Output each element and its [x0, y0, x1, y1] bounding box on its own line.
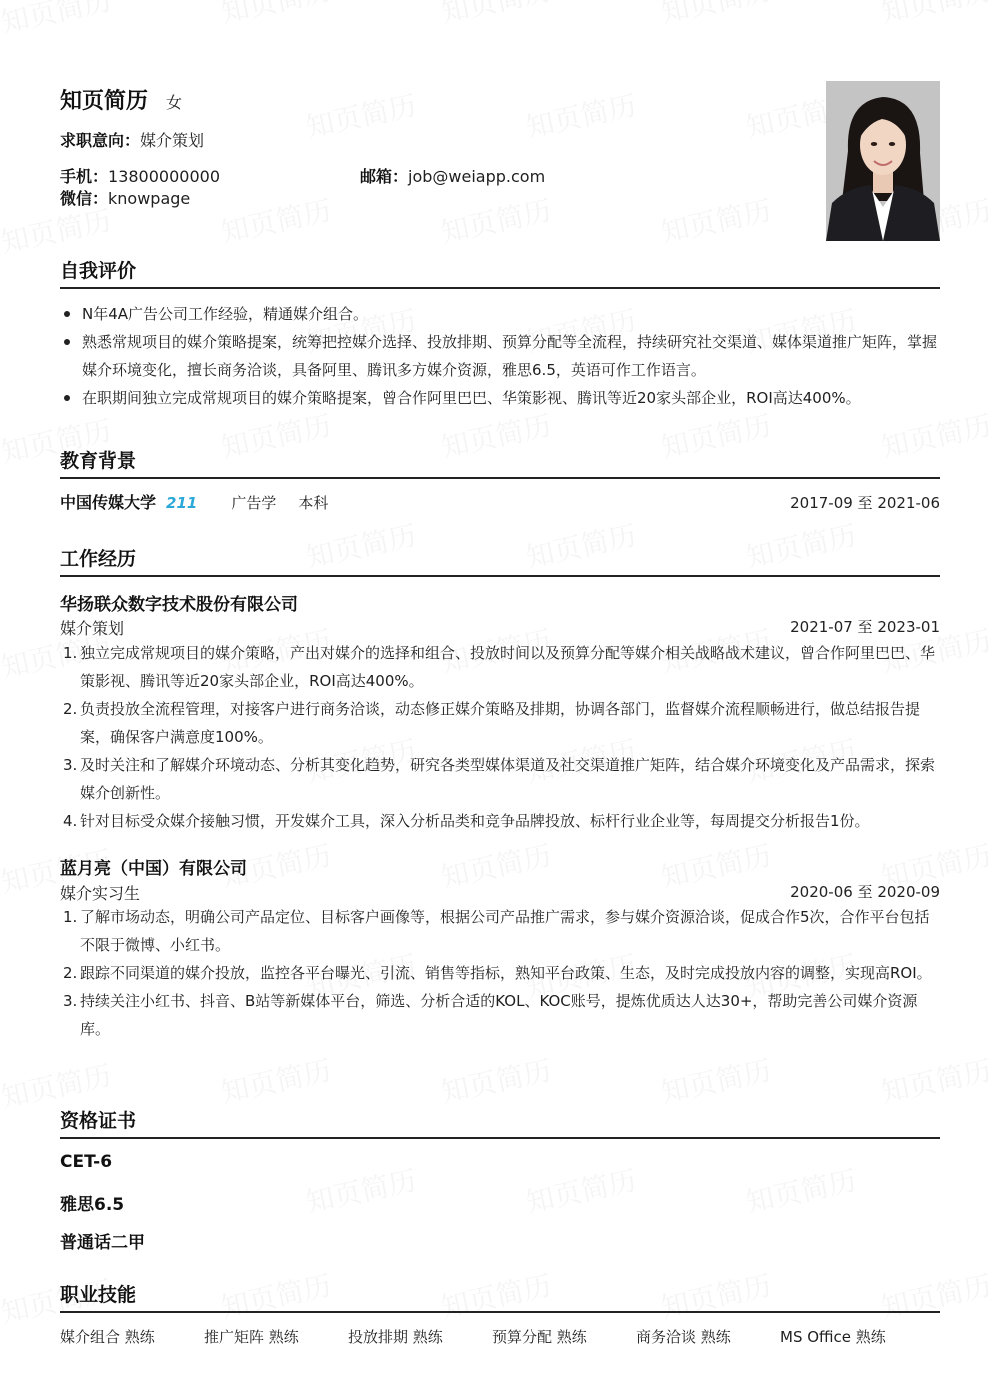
- job-intent-label: 求职意向：: [60, 131, 141, 150]
- phone-label: 手机：: [60, 167, 109, 186]
- duty-text: 了解市场动态，明确公司产品定位、目标客户画像等，根据公司产品推广需求，参与媒介资源洽谈，促成合作5次，合作平台包括不限于微博、小红书。: [80, 908, 930, 954]
- duty-text: 持续关注小红书、抖音、B站等新媒体平台，筛选、分析合适的KOL、KOC账号，提炼优质达人达30+，帮助完善公司媒介资源库。: [80, 992, 918, 1038]
- section-title-work: 工作经历: [60, 544, 940, 577]
- list-item: 4. 针对目标受众媒介接触习惯，开发媒介工具，深入分析品类和竞争品牌投放、标杆行业企业等，每周提交分析报告1份。: [63, 812, 870, 830]
- education-entry: [60, 490, 940, 513]
- skill-item: 预算分配 熟练: [492, 1328, 587, 1346]
- skill-item: 商务洽谈 熟练: [636, 1328, 731, 1346]
- education-date: 2017-09 至 2021-06: [790, 494, 940, 512]
- section-title-self-eval: 自我评价: [60, 256, 940, 289]
- duty-text: 负责投放全流程管理，对接客户进行商务洽谈，动态修正媒介策略及排期，协调各部门，监督媒介流程顺畅进行，做总结报告提案，确保客户满意度100%。: [80, 700, 921, 746]
- job-role: 媒介实习生: [60, 884, 141, 903]
- phone: [60, 164, 220, 187]
- skill-item: 推广矩阵 熟练: [204, 1328, 299, 1346]
- duty-text: 及时关注和了解媒介环境动态、分析其变化趋势，研究各类型媒体渠道及社交渠道推广矩阵，结合媒介环境变化及产品需求，探索媒介创新性。: [80, 756, 936, 802]
- email-value: job@weiapp.com: [408, 167, 546, 186]
- duty-text: 独立完成常规项目的媒介策略，产出对媒介的选择和组合、投放时间以及预算分配等媒介相关战略战术建议，曾合作阿里巴巴、华策影视、腾讯等近20家头部企业，ROI高达400%。: [80, 644, 936, 690]
- degree: 本科: [298, 494, 329, 512]
- list-item: 2. 负责投放全流程管理，对接客户进行商务洽谈，动态修正媒介策略及排期，协调各部门，监督媒介流程顺畅进行，做总结报告提案，确保客户满意度100%。: [63, 700, 921, 746]
- job-role-row: [60, 616, 940, 639]
- skill-item: MS Office 熟练: [780, 1328, 886, 1346]
- certificate-item: CET-6: [60, 1152, 113, 1172]
- job-intent: [60, 128, 204, 151]
- certificate-item: 普通话二甲: [60, 1233, 145, 1253]
- section-title-skills: 职业技能: [60, 1280, 940, 1313]
- candidate-name: 知页简历: [60, 89, 149, 114]
- certificate-item: 雅思6.5: [60, 1195, 125, 1215]
- resume-page: [60, 0, 940, 1385]
- candidate-gender: 女: [166, 93, 183, 112]
- skill-item: 媒介组合 熟练: [60, 1328, 155, 1346]
- duty-text: 针对目标受众媒介接触习惯，开发媒介工具，深入分析品类和竞争品牌投放、标杆行业企业等，每周提交分析报告1份。: [80, 812, 870, 830]
- list-item: 3. 持续关注小红书、抖音、B站等新媒体平台，筛选、分析合适的KOL、KOC账号，提炼优质达人达30+，帮助完善公司媒介资源库。: [63, 992, 918, 1038]
- list-item: 熟悉常规项目的媒介策略提案，统筹把控媒介选择、投放排期、预算分配等全流程，持续研究社交渠道、媒体渠道推广矩阵，掌握媒介环境变化，擅长商务洽谈，具备阿里、腾讯多方媒介资源，雅思6.5，英语可作工作语言。: [60, 328, 940, 384]
- job-duties-list: [60, 903, 940, 1043]
- school-name: 中国传媒大学: [60, 493, 157, 512]
- list-item: 1. 独立完成常规项目的媒介策略，产出对媒介的选择和组合、投放时间以及预算分配等媒介相关战略战术建议，曾合作阿里巴巴、华策影视、腾讯等近20家头部企业，ROI高达400%。: [63, 644, 936, 690]
- skills-row: [60, 1326, 940, 1347]
- phone-value: 13800000000: [108, 167, 220, 186]
- job-role-row: [60, 881, 940, 904]
- list-item: 1. 了解市场动态，明确公司产品定位、目标客户画像等，根据公司产品推广需求，参与媒介资源洽谈，促成合作5次，合作平台包括不限于微博、小红书。: [63, 908, 930, 954]
- wechat: [60, 186, 190, 209]
- duty-text: 跟踪不同渠道的媒介投放，监控各平台曝光、引流、销售等指标，熟知平台政策、生态，及时完成投放内容的调整，实现高ROI。: [80, 964, 932, 982]
- job-role: 媒介策划: [60, 619, 125, 638]
- major: 广告学: [231, 494, 277, 512]
- section-title-certificates: 资格证书: [60, 1106, 940, 1139]
- self-eval-list: [60, 300, 940, 412]
- wechat-value: knowpage: [108, 189, 191, 208]
- company-name: 蓝月亮（中国）有限公司: [60, 859, 247, 879]
- section-title-education: 教育背景: [60, 446, 940, 479]
- name-row: [60, 84, 182, 115]
- email: [360, 164, 545, 187]
- list-item: 在职期间独立完成常规项目的媒介策略提案，曾合作阿里巴巴、华策影视、腾讯等近20家头部企业，ROI高达400%。: [60, 384, 940, 412]
- job-date: 2020-06 至 2020-09: [790, 883, 940, 901]
- school-tag-badge: 211: [166, 494, 198, 512]
- profile-photo: [826, 81, 940, 241]
- job-date: 2021-07 至 2023-01: [790, 618, 940, 636]
- list-item: 3. 及时关注和了解媒介环境动态、分析其变化趋势，研究各类型媒体渠道及社交渠道推广矩阵，结合媒介环境变化及产品需求，探索媒介创新性。: [63, 756, 936, 802]
- email-label: 邮箱：: [360, 167, 409, 186]
- job-intent-value: 媒介策划: [140, 131, 205, 150]
- skill-item: 投放排期 熟练: [348, 1328, 443, 1346]
- company-name: 华扬联众数字技术股份有限公司: [60, 595, 298, 615]
- job-duties-list: [60, 639, 940, 835]
- wechat-label: 微信：: [60, 189, 109, 208]
- list-item: N年4A广告公司工作经验，精通媒介组合。: [60, 300, 940, 328]
- list-item: 2. 跟踪不同渠道的媒介投放，监控各平台曝光、引流、销售等指标，熟知平台政策、生态，及时完成投放内容的调整，实现高ROI。: [63, 964, 932, 982]
